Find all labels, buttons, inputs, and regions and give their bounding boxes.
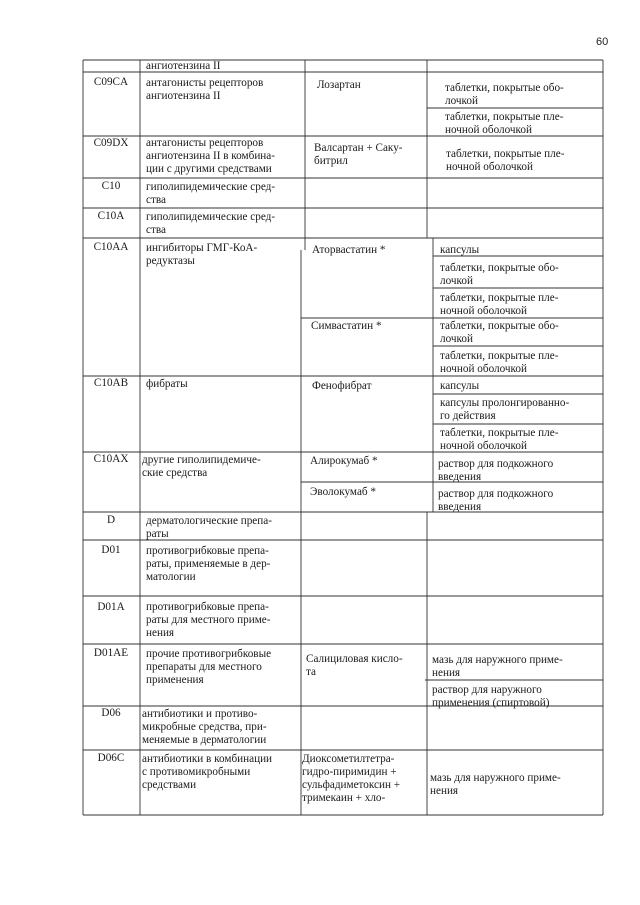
- form-cell: мазь для наружного приме- нения: [430, 772, 561, 797]
- form-cell: мазь для наружного приме- нения: [432, 654, 563, 679]
- drug-cell: Салициловая кисло- та: [306, 653, 403, 678]
- form-cell: капсулы: [440, 244, 480, 256]
- form-cell: таблетки, покрытые обо- лочкой: [440, 320, 559, 345]
- atc-code-cell: C10AX: [93, 453, 129, 465]
- group-cell: антибиотики и противо- микробные средства, при- меняемые в дерматологии: [142, 708, 267, 746]
- form-cell: таблетки, покрытые пле- ночной оболочкой: [446, 148, 565, 173]
- drug-cell: Алирокумаб *: [310, 455, 378, 467]
- group-cell: дерматологические препа- раты: [146, 515, 272, 540]
- atc-code-cell: D01AE: [93, 647, 129, 659]
- atc-code-cell: C09DX: [93, 137, 129, 149]
- page-number: 60: [596, 36, 609, 48]
- form-cell: капсулы: [440, 380, 480, 392]
- drug-cell: Фенофибрат: [312, 380, 372, 392]
- form-cell: капсулы пролонгированно- го действия: [440, 397, 570, 422]
- form-cell: таблетки, покрытые пле- ночной оболочкой: [440, 292, 559, 317]
- atc-code-cell: D01: [101, 544, 121, 556]
- drug-cell: Аторвастатин *: [312, 244, 386, 256]
- atc-code-cell: C10A: [97, 210, 125, 222]
- group-cell: противогрибковые препа- раты для местного приме- нения: [146, 601, 271, 639]
- drug-cell: Эволокумаб *: [310, 486, 376, 498]
- drug-cell: Диоксометилтетра- гидро-пиримидин + сульфадиметоксин + тримекаин + хло-: [302, 753, 401, 804]
- atc-code-cell: D06: [101, 707, 121, 719]
- group-cell: прочие противогрибковые препараты для местного применения: [146, 648, 272, 686]
- atc-code-cell: C09CA: [93, 76, 129, 88]
- group-cell: ингибиторы ГМГ-КоА- редуктазы: [146, 242, 258, 267]
- form-cell: раствор для подкожного введения: [438, 458, 554, 483]
- drug-cell: Лозартан: [317, 79, 361, 91]
- form-cell: раствор для подкожного введения: [438, 488, 554, 513]
- group-cell: фибраты: [146, 378, 188, 390]
- form-cell: таблетки, покрытые пле- ночной оболочкой: [440, 427, 559, 452]
- group-cell: противогрибковые препа- раты, применяемые в дер- матологии: [146, 545, 271, 583]
- group-cell: антагонисты рецепторов ангиотензина II в комбина- ции с другими средствами: [146, 137, 275, 175]
- group-cell: гиполипидемические сред- ства: [146, 211, 276, 236]
- group-cell: антибиотики в комбинации с противомикробными средствами: [142, 753, 273, 791]
- form-cell: таблетки, покрытые пле- ночной оболочкой: [445, 111, 564, 136]
- atc-code-cell: C10: [101, 180, 121, 192]
- drug-cell: Валсартан + Саку- битрил: [314, 142, 403, 167]
- group-cell: антагонисты рецепторов ангиотензина II: [146, 77, 264, 102]
- form-cell: раствор для наружного применения (спиртовой): [432, 684, 550, 709]
- atc-code-cell: D01A: [97, 601, 125, 613]
- group-cell: ангиотензина II: [146, 60, 221, 72]
- atc-code-cell: C10AB: [93, 377, 129, 389]
- atc-code-cell: D06C: [97, 752, 125, 764]
- group-cell: другие гиполипидемиче- ские средства: [142, 454, 261, 479]
- atc-code-cell: C10AA: [93, 241, 129, 253]
- drug-cell: Симвастатин *: [311, 320, 382, 332]
- form-cell: таблетки, покрытые пле- ночной оболочкой: [440, 350, 559, 375]
- atc-code-cell: D: [106, 514, 116, 526]
- form-cell: таблетки, покрытые обо- лочкой: [440, 262, 559, 287]
- group-cell: гиполипидемические сред- ства: [146, 181, 276, 206]
- form-cell: таблетки, покрытые обо- лочкой: [445, 82, 564, 107]
